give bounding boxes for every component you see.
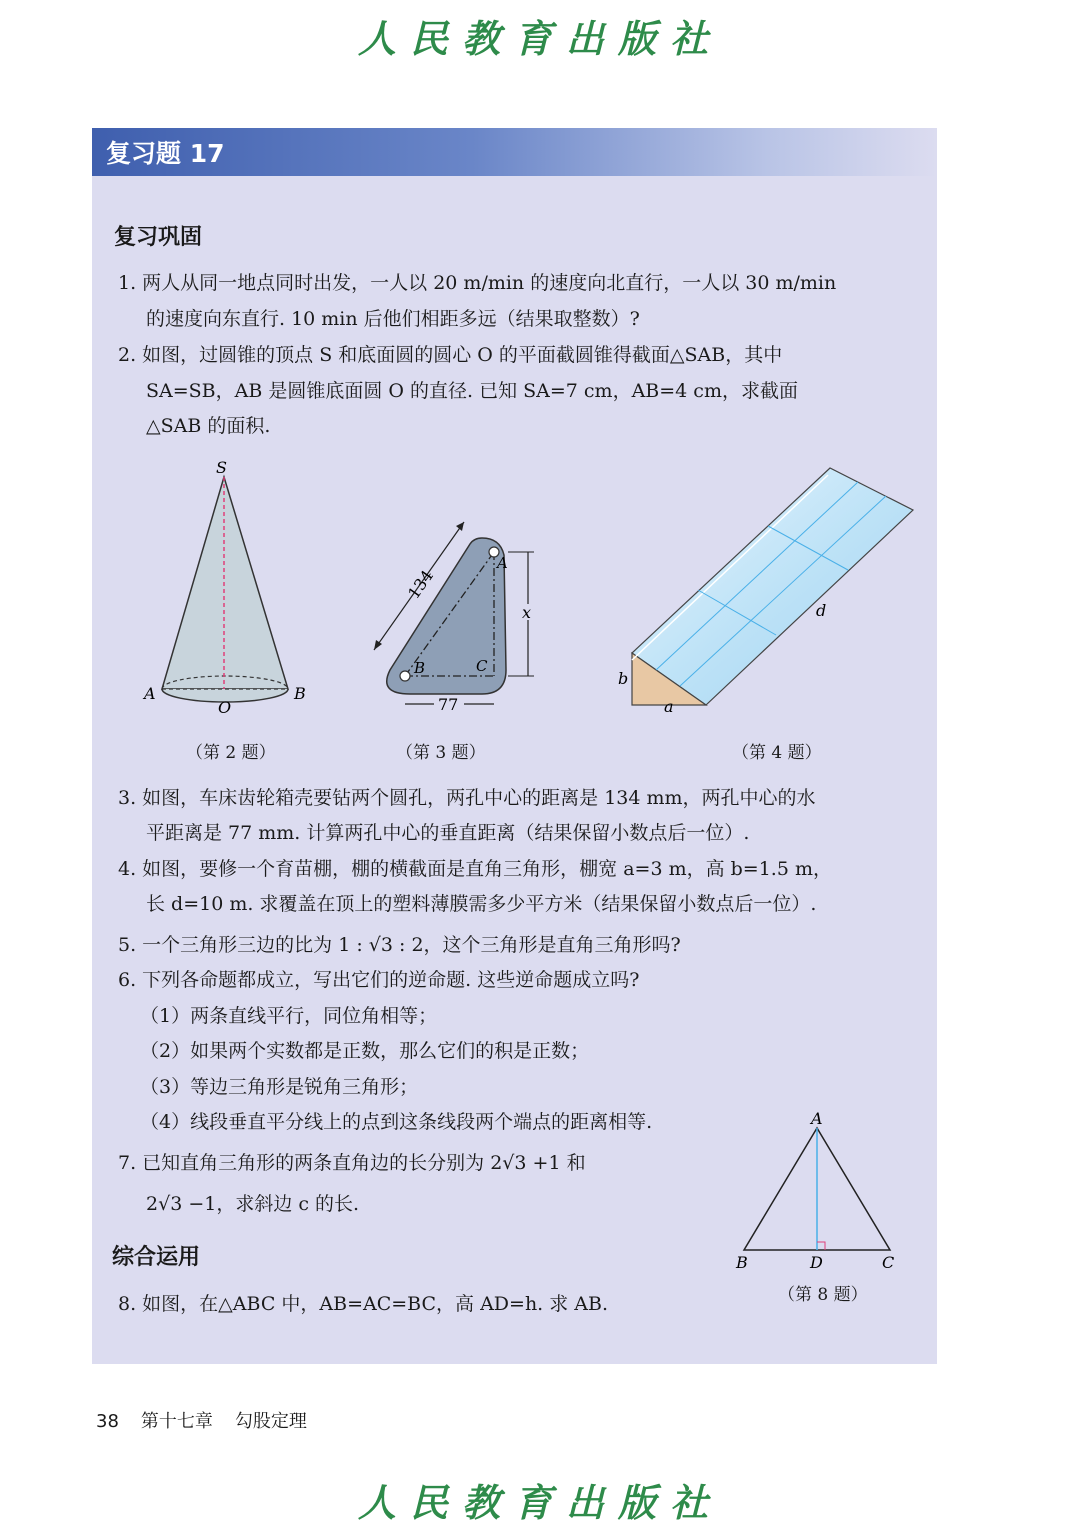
triangle-label-d: D [810, 1253, 823, 1272]
cone-label-s: S [216, 458, 227, 477]
page-footer [96, 1407, 307, 1433]
shed-label-a: a [664, 697, 674, 716]
page-number: 38 [96, 1411, 119, 1432]
caption-fig2: （第 2 题） [186, 743, 276, 763]
triangle-label-c: C [882, 1253, 895, 1272]
cone-label-b: B [294, 684, 306, 703]
q6-item-3: （3）等边三角形是锐角三角形； [140, 1076, 419, 1098]
shed-film [632, 468, 913, 705]
q4-line-2: 长 d=10 m. 求覆盖在顶上的塑料薄膜需多少平方米（结果保留小数点后一位）. [146, 893, 817, 915]
plate-label-b: B [414, 659, 426, 677]
caption-fig4: （第 4 题） [732, 743, 822, 763]
arrow-134-a [374, 640, 382, 650]
q2-line-2: SA=SB，AB 是圆锥底面圆 O 的直径. 已知 SA=7 cm，AB=4 cm，求截面 [146, 380, 798, 402]
q8-line: 8. 如图，在△ABC 中，AB=AC=BC，高 AD=h. 求 AB. [118, 1293, 609, 1315]
q1-line-1: 1. 两人从同一地点同时出发，一人以 20 m/min 的速度向北直行，一人以 30 m/min [118, 272, 837, 294]
hole-b [400, 671, 410, 681]
shed-figure [610, 460, 920, 720]
q6-line: 6. 下列各命题都成立，写出它们的逆命题. 这些逆命题成立吗? [118, 969, 640, 991]
arrow-134-b [456, 522, 464, 531]
plate-label-x: x [522, 603, 532, 622]
caption-fig3: （第 3 题） [396, 743, 486, 763]
plate-label-a: A [497, 554, 508, 572]
cone-body [162, 477, 288, 689]
publisher-logo-top: 人民教育出版社 [357, 16, 722, 61]
chapter-label: 第十七章 [140, 1411, 213, 1432]
q6-item-2: （2）如果两个实数都是正数，那么它们的积是正数； [140, 1040, 590, 1062]
q6-item-1: （1）两条直线平行，同位角相等； [140, 1005, 438, 1027]
caption-fig8: （第 8 题） [778, 1285, 868, 1305]
section-applied: 综合运用 [112, 1245, 201, 1270]
shed-label-b: b [618, 669, 629, 688]
q3-line-1: 3. 如图，车床齿轮箱壳要钻两个圆孔，两孔中心的距离是 134 mm，两孔中心的水 [118, 787, 816, 809]
publisher-logo-bottom: 人民教育出版社 [357, 1480, 722, 1525]
shed-label-d: d [816, 601, 827, 620]
plate-label-77: 77 [438, 695, 459, 714]
cone-label-a: A [144, 684, 156, 703]
plate-label-134: 134 [404, 566, 438, 603]
chapter-title: 勾股定理 [234, 1411, 307, 1432]
cone-figure [140, 455, 320, 725]
q7-line-1: 7. 已知直角三角形的两条直角边的长分别为 2√3 +1 和 [118, 1152, 586, 1174]
q6-item-4: （4）线段垂直平分线上的点到这条线段两个端点的距离相等. [140, 1111, 653, 1133]
cone-label-o: O [218, 698, 232, 717]
q1-line-2: 的速度向东直行. 10 min 后他们相距多远（结果取整数）? [146, 308, 640, 330]
banner-title: 复习题 17 [106, 139, 225, 168]
section-review: 复习巩固 [114, 225, 203, 250]
q7-line-2: 2√3 −1，求斜边 c 的长. [146, 1193, 360, 1215]
triangle-figure [730, 1108, 910, 1278]
q2-line-3: △SAB 的面积. [146, 415, 271, 437]
plate-figure [360, 510, 560, 725]
right-angle-mark [817, 1242, 825, 1250]
q5-line: 5. 一个三角形三边的比为 1 : √3 : 2，这个三角形是直角三角形吗? [118, 934, 681, 956]
triangle-label-b: B [736, 1253, 748, 1272]
plate-label-c: C [476, 657, 488, 675]
q3-line-2: 平距离是 77 mm. 计算两孔中心的垂直距离（结果保留小数点后一位）. [146, 822, 750, 844]
q4-line-1: 4. 如图，要修一个育苗棚，棚的横截面是直角三角形，棚宽 a=3 m，高 b=1.5 m， [118, 858, 832, 880]
q2-line-1: 2. 如图，过圆锥的顶点 S 和底面圆的圆心 O 的平面截圆锥得截面△SAB，其中 [118, 344, 783, 366]
triangle-label-a: A [811, 1109, 823, 1128]
